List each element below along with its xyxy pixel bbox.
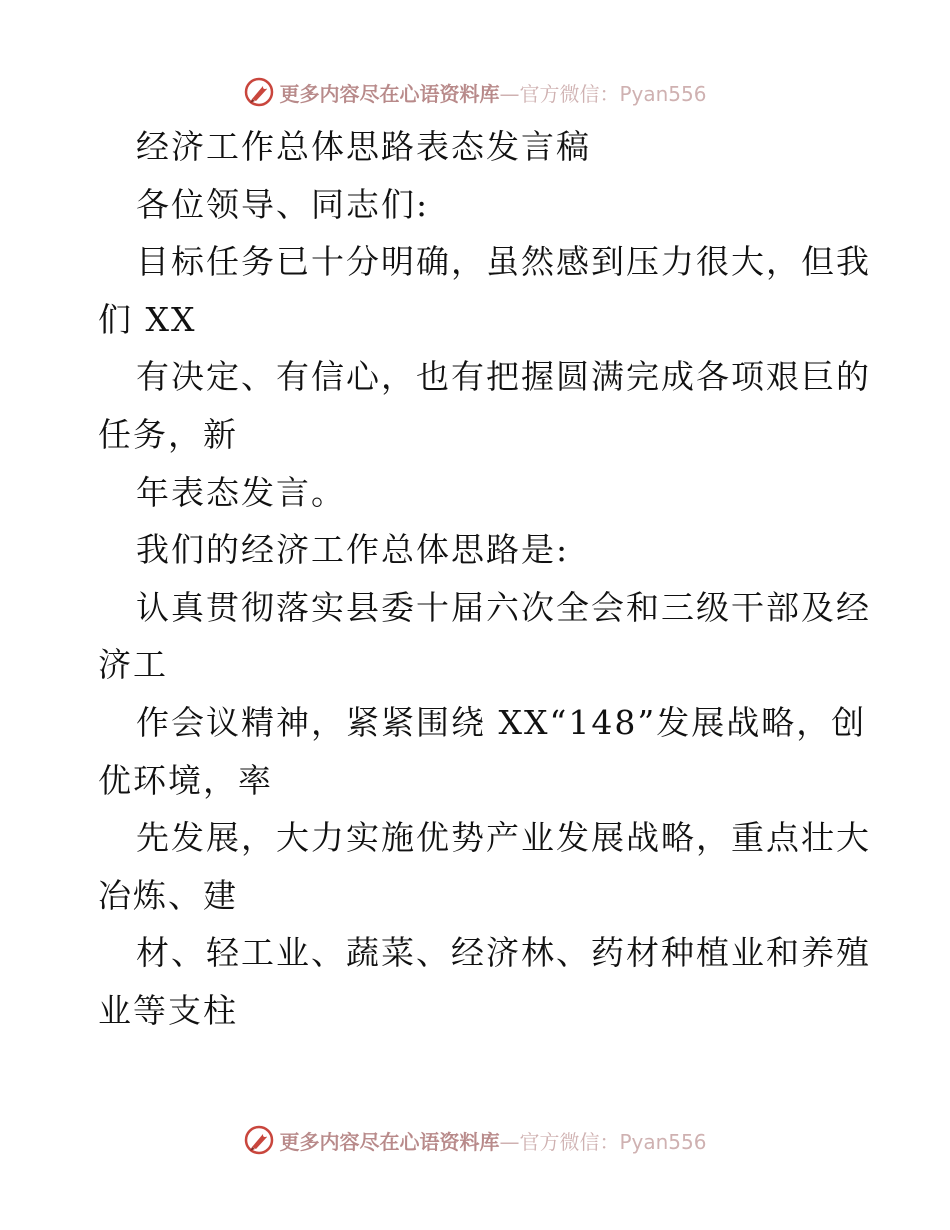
text-line: 材、轻工业、蔬菜、经济林、药材种植业和养殖	[136, 933, 871, 973]
text-line: 优环境，率	[98, 760, 273, 800]
document-body	[98, 118, 871, 1040]
watermark-text: 更多内容尽在心语资料库—官方微信：Pyan556	[279, 1129, 707, 1154]
text-line: 年表态发言。	[136, 472, 346, 512]
text-line: 作会议精神，紧紧围绕 XX“148”发展战略，创	[136, 702, 867, 742]
text-line: 济工	[98, 645, 168, 685]
text-line: 经济工作总体思路表态发言稿	[136, 127, 591, 166]
text-line: 认真贯彻落实县委十届六次全会和三级干部及经	[136, 587, 871, 627]
text-line: 任务，新	[98, 414, 238, 454]
text-line: 先发展，大力实施优势产业发展战略，重点壮大	[136, 818, 871, 858]
text-line: 各位领导、同志们:	[136, 184, 430, 224]
text-line: 我们的经济工作总体思路是:	[136, 530, 570, 570]
text-line: 冶炼、建	[98, 875, 238, 915]
pen-logo-icon	[243, 76, 275, 108]
watermark-text: 更多内容尽在心语资料库—官方微信：Pyan556	[279, 81, 707, 106]
text-line: 业等支柱	[98, 990, 238, 1030]
pen-logo-icon	[243, 1124, 275, 1156]
text-line: 目标任务已十分明确，虽然感到压力很大，但我	[136, 242, 871, 282]
text-line: 有决定、有信心，也有把握圆满完成各项艰巨的	[136, 357, 871, 397]
text-line: 们 XX	[98, 299, 197, 339]
footer-watermark	[0, 1120, 950, 1160]
header-watermark	[0, 72, 950, 112]
